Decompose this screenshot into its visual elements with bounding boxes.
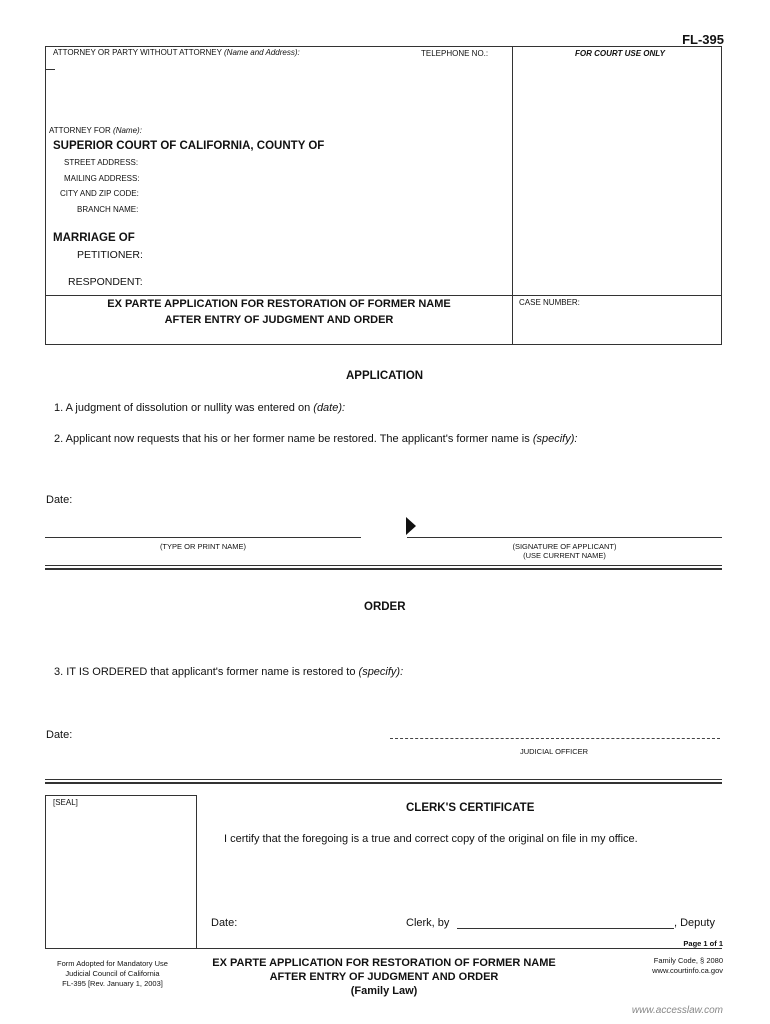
signature-arrow-icon <box>406 517 416 535</box>
judicial-officer-line[interactable] <box>390 738 720 739</box>
case-title-line1: EX PARTE APPLICATION FOR RESTORATION OF FORMER NAME <box>107 298 451 310</box>
case-title-line2: AFTER ENTRY OF JUDGMENT AND ORDER <box>164 314 394 326</box>
item-2: 2. Applicant now requests that his or her former name be restored. The applicant's former name is (specify): <box>54 433 578 445</box>
order-heading: ORDER <box>364 601 406 613</box>
form-number: FL-395 <box>682 32 724 47</box>
clerk-by-label: Clerk, by <box>406 917 450 929</box>
case-title-divider <box>45 295 722 296</box>
attorney-for-label: ATTORNEY FOR (Name): <box>49 126 142 135</box>
code-line1: Family Code, § 2080 <box>653 956 723 965</box>
clerk-divider-bottom <box>45 782 722 784</box>
signature-line[interactable] <box>407 537 722 538</box>
adopted-line2: Judicial Council of California <box>65 969 160 978</box>
signature-label-line1: (SIGNATURE OF APPLICANT) <box>512 542 617 551</box>
watermark: www.accesslaw.com <box>631 1005 723 1016</box>
item-3: 3. IT IS ORDERED that applicant's former name is restored to (specify): <box>54 666 404 678</box>
adopted-line1: Form Adopted for Mandatory Use <box>57 959 168 968</box>
marriage-of-label: MARRIAGE OF <box>53 232 135 244</box>
court-use-label: FOR COURT USE ONLY <box>575 49 665 58</box>
order-date-label: Date: <box>46 729 73 741</box>
mailing-address-label: MAILING ADDRESS: <box>64 174 140 183</box>
telephone-label: TELEPHONE NO.: <box>421 49 489 58</box>
clerk-bottom-line <box>197 948 722 949</box>
street-address-label: STREET ADDRESS: <box>64 158 139 167</box>
court-use-divider <box>512 46 513 345</box>
branch-name-label: BRANCH NAME: <box>77 205 139 214</box>
attorney-name-field[interactable] <box>52 60 507 122</box>
certify-text: I certify that the foregoing is a true and correct copy of the original on file in my office. <box>224 833 638 845</box>
footer-title-line1: EX PARTE APPLICATION FOR RESTORATION OF FORMER NAME <box>212 957 556 969</box>
court-title: SUPERIOR COURT OF CALIFORNIA, COUNTY OF <box>53 140 325 152</box>
print-name-label: (TYPE OR PRINT NAME) <box>159 542 247 551</box>
deputy-label: , Deputy <box>674 917 715 929</box>
footer-title-line2: AFTER ENTRY OF JUDGMENT AND ORDER <box>269 971 499 983</box>
item-1: 1. A judgment of dissolution or nullity was entered on (date): <box>54 402 346 414</box>
signature-label-line2: (USE CURRENT NAME) <box>523 551 606 560</box>
clerk-signature-line[interactable] <box>457 928 674 929</box>
judicial-officer-label: JUDICIAL OFFICER <box>520 747 589 756</box>
footer-title <box>184 956 584 998</box>
petitioner-label: PETITIONER: <box>77 249 143 261</box>
application-date-label: Date: <box>46 494 73 506</box>
case-number-label: CASE NUMBER: <box>519 298 580 307</box>
section-divider-bottom <box>45 568 722 570</box>
seal-box <box>45 795 197 949</box>
code-line2: www.courtinfo.ca.gov <box>652 966 723 975</box>
adopted-line3: FL-395 [Rev. January 1, 2003] <box>62 979 163 988</box>
seal-label: [SEAL] <box>53 798 78 807</box>
page-label: Page 1 of 1 <box>683 939 723 948</box>
application-heading: APPLICATION <box>346 370 424 382</box>
respondent-label: RESPONDENT: <box>68 276 143 288</box>
family-code <box>652 956 723 976</box>
attorney-label: ATTORNEY OR PARTY WITHOUT ATTORNEY (Name and Address): <box>53 48 300 57</box>
print-name-line[interactable] <box>45 537 361 538</box>
city-zip-label: CITY AND ZIP CODE: <box>60 189 139 198</box>
form-adopted <box>45 959 180 989</box>
clerk-heading: CLERK'S CERTIFICATE <box>406 802 535 814</box>
footer-title-line3: (Family Law) <box>350 985 418 997</box>
clerk-divider-top <box>45 779 722 780</box>
clerk-date-label: Date: <box>211 917 238 929</box>
section-divider-top <box>45 565 722 566</box>
